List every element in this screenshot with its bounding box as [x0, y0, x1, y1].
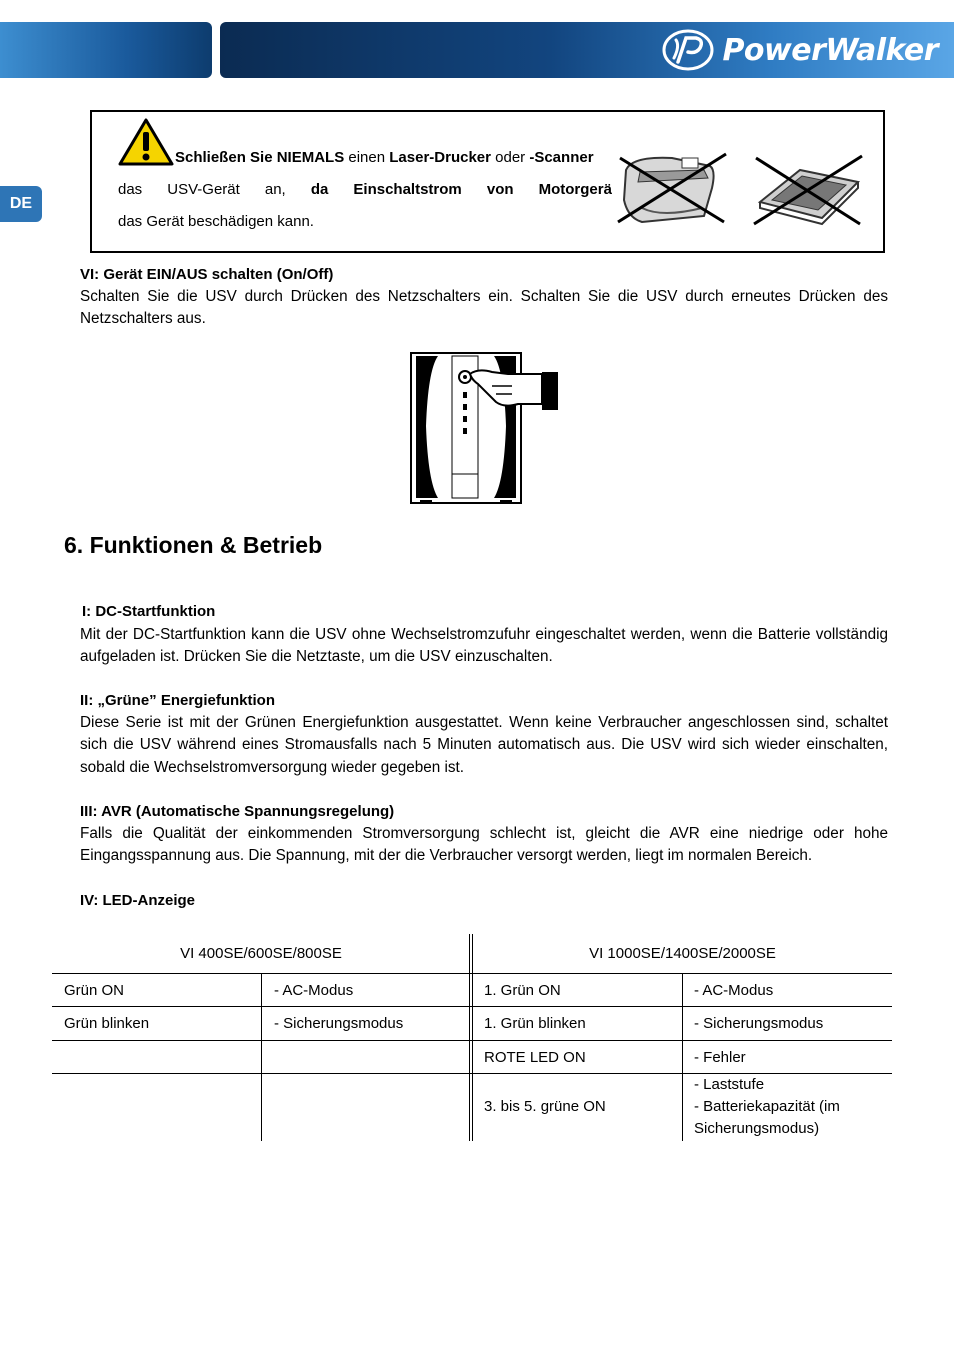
table-divider-double	[472, 934, 473, 1141]
section-vi-heading: VI: Gerät EIN/AUS schalten (On/Off)	[80, 266, 334, 283]
table-cell: 3. bis 5. grüne ON	[484, 1098, 606, 1115]
warning-line-3: das Gerät beschädigen kann.	[118, 213, 314, 230]
header-bar-left	[0, 22, 212, 78]
section-ii-heading: II: „Grüne” Energiefunktion	[80, 692, 276, 709]
table-cell: Grün ON	[64, 982, 125, 999]
table-cell: 1. Grün blinken	[484, 1015, 586, 1032]
table-cell: 1. Grün ON	[484, 982, 561, 999]
table-cell: - Sicherungsmodus	[694, 1015, 824, 1032]
section-vi-text: Schalten Sie die USV durch Drücken des Netzschalters ein. Schalten Sie die USV durch erneutes Drücken des Netzschalters aus.	[80, 288, 888, 328]
ups-power-button-illustration	[408, 350, 560, 506]
warning-box	[90, 110, 885, 253]
warning-line-1	[175, 149, 613, 166]
table-cell: ROTE LED ON	[484, 1049, 586, 1066]
table-header-large-models: VI 1000SE/1400SE/2000SE	[589, 945, 776, 962]
table-column-rule	[261, 973, 262, 1141]
section-ii-text: Diese Serie ist mit der Grünen Energiefunktion ausgestattet. Wenn keine Verbraucher angeschlossen sind, schaltet sich die USV während eines Stromausfalls nach 5 Minuten automatisch aus. Die USV wird sich wieder einschalten, sobald die Wechselstromversorgung wieder gegeben ist.	[80, 714, 888, 776]
section-6-title: 6. Funktionen & Betrieb	[64, 532, 323, 558]
section-i-heading: I: DC-Startfunktion	[82, 603, 216, 620]
warning-word: das	[118, 181, 143, 198]
section-iii-heading: III: AVR (Automatische Spannungsregelung)	[80, 803, 395, 820]
laser-printer-crossed-icon	[612, 148, 732, 228]
table-divider-double	[469, 934, 470, 1141]
warning-word: Einschaltstrom	[353, 181, 462, 198]
section-i-text: Mit der DC-Startfunktion kann die USV ohne Wechselstromzufuhr eingeschaltet werden, wenn die Batterie vollständig aufgeladen ist. Drücken Sie die Netztaste, um die USV einzuschalten.	[80, 626, 888, 666]
led-table	[52, 934, 892, 1141]
warning-bold-scanner: -Scanner	[529, 149, 594, 166]
section-iii-text: Falls die Qualität der einkommenden Stromversorgung schlecht ist, gleicht die AVR eine niedrige oder hohe Eingangsspannung aus. Die Spannung, mit der die Verbraucher versorgt werden, liegt im normalen Bereich.	[80, 825, 888, 865]
warning-bold-never: Schließen Sie NIEMALS	[175, 149, 345, 166]
warning-bold-laser: Laser-Drucker	[389, 149, 491, 166]
warning-word: von	[486, 181, 514, 198]
table-cell: - AC-Modus	[694, 982, 774, 999]
language-tab	[0, 186, 42, 222]
table-column-rule	[682, 973, 683, 1141]
warning-word: Motorgerä	[538, 181, 612, 198]
powerwalker-logo-icon	[660, 28, 716, 72]
table-header-small-models: VI 400SE/600SE/800SE	[180, 945, 342, 962]
brand-logo	[660, 28, 938, 72]
warning-word: USV-Gerät	[167, 181, 240, 198]
warning-word: da	[310, 181, 329, 198]
table-cell: - Sicherungsmodus	[274, 1015, 404, 1032]
language-label: DE	[9, 195, 33, 212]
warning-line-1-clip	[175, 149, 613, 166]
table-cell: - Fehler	[694, 1049, 746, 1066]
table-cell: Grün blinken	[64, 1015, 150, 1032]
scanner-crossed-icon	[748, 152, 868, 228]
table-cell: - Laststufe - Batteriekapazität (im Sicherungsmodus)	[694, 1076, 840, 1137]
warning-word: an,	[264, 181, 286, 198]
section-iv-heading: IV: LED-Anzeige	[80, 892, 196, 909]
brand-name: PowerWalker	[722, 32, 938, 68]
table-cell: - AC-Modus	[274, 982, 354, 999]
warning-text-a: einen	[344, 149, 390, 166]
warning-line-2	[118, 181, 612, 198]
warning-text-b: oder	[490, 149, 530, 166]
warning-triangle-icon	[118, 118, 174, 166]
